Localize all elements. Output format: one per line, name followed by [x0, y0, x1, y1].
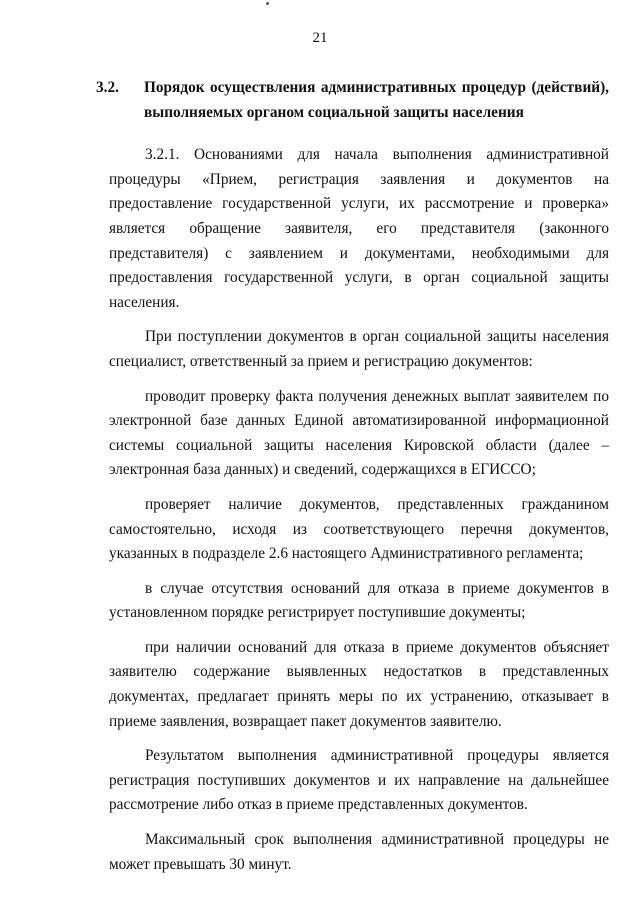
paragraph-refusal: при наличии оснований для отказа в приеме документов объясняет заявителю содержание выявленных недостатков в представленных документах, предлагает принять меры по их устранению, отказывает в приеме заявления, возвращает пакет документов заявителю. [109, 638, 609, 730]
paragraph-3-2-1: 3.2.1. Основаниями для начала выполнения административной процедуры «Прием, регистрация заявления и документов на предоставление государственной услуги, их рассмотрение и проверка» является обращение заявителя, его представителя (законного представителя) с заявлением и документами, необходимыми для предоставления государственной услуги, в орган социальной защиты населения. [109, 146, 609, 311]
paragraph-register: в случае отсутствия оснований для отказа в приеме документов в установленном порядке регистрирует поступившие документы; [109, 579, 609, 622]
scan-mark [266, 2, 269, 5]
paragraph-check-documents: проверяет наличие документов, представленных гражданином самостоятельно, исходя из соответствующего перечня документов, указанных в подразделе 2.6 настоящего Административного регламента; [109, 495, 609, 563]
paragraph-intake: При поступлении документов в орган социальной защиты населения специалист, ответственный за прием и регистрацию документов: [109, 328, 609, 370]
page-number: 21 [312, 30, 328, 46]
paragraph-check-payments: проводит проверку факта получения денежных выплат заявителем по электронной базе данных Единой автоматизированной информационной системы социальной защиты населения Кировской области (далее – электронная база данных) и сведений, содержащихся в ЕГИССО; [109, 387, 609, 479]
paragraph-max-time: Максимальный срок выполнения административной процедуры не может превышать 30 минут. [109, 831, 609, 873]
section-number: 3.2. [96, 79, 119, 96]
paragraph-result: Результатом выполнения административной процедуры является регистрация поступивших документов и их направление на дальнейшее рассмотрение либо отказ в приеме представленных документов. [109, 747, 609, 814]
document-body [96, 76, 609, 887]
section-title: Порядок осуществления административных процедур (действий), выполняемых органом социальной защиты населения [144, 79, 609, 121]
section-heading [96, 76, 609, 125]
